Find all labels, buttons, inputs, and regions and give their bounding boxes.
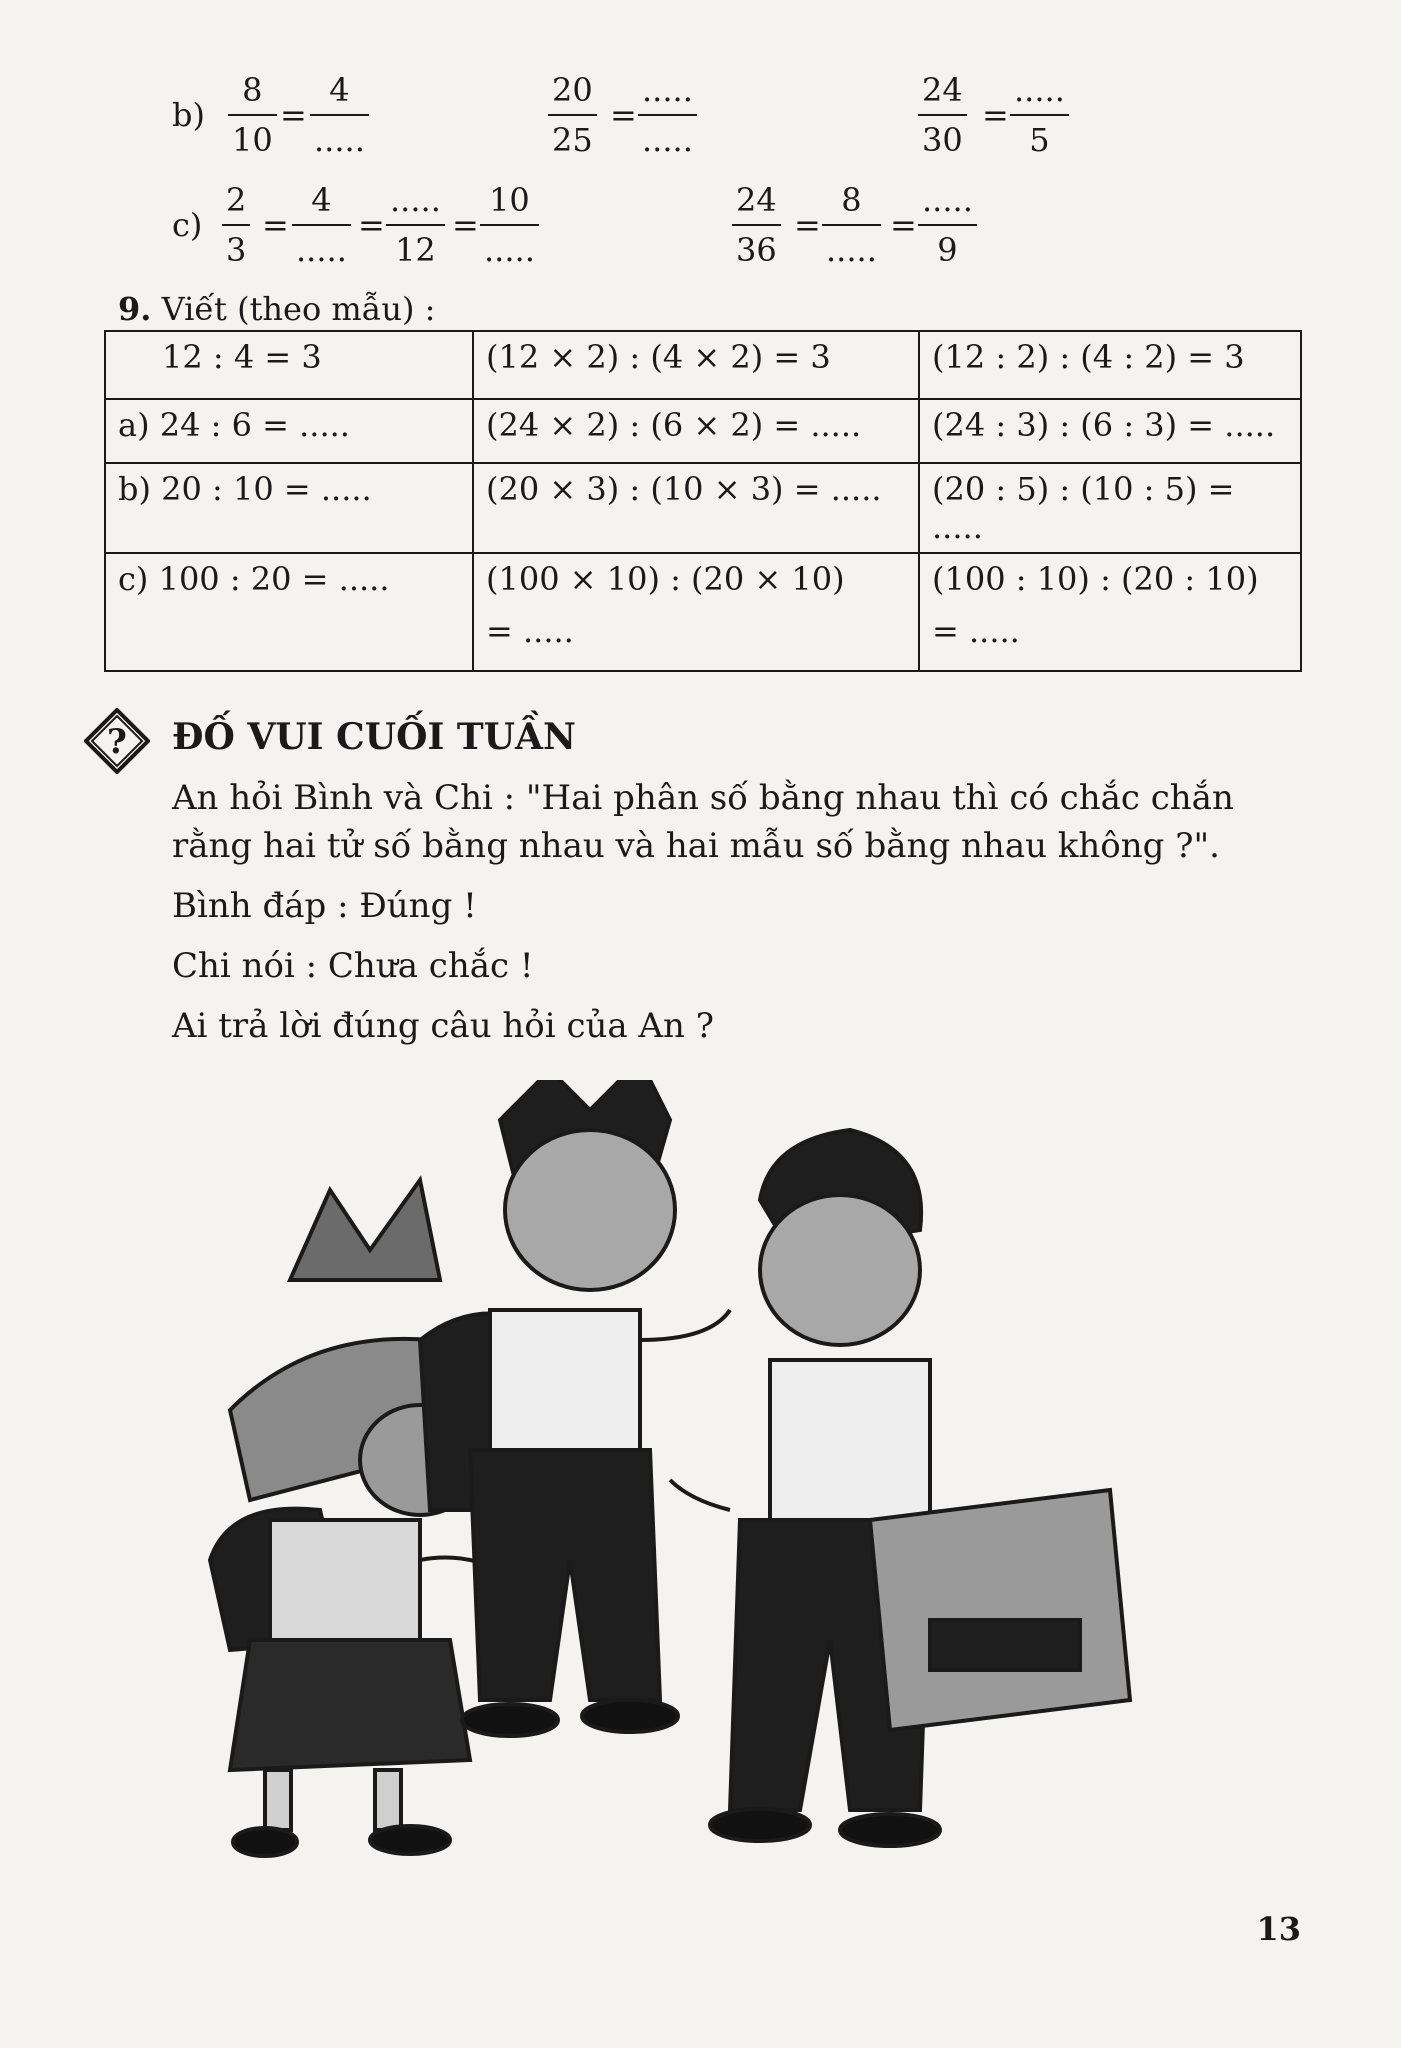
ex8-c-chain1-1: 2 3 [222,180,250,270]
ex8-c-chain1-4: 10 ..... [480,180,539,270]
table-cell: b) 20 : 10 = ..... [105,463,473,553]
ex8-c-label: c) [172,206,203,244]
table-row [105,399,1301,463]
quiz-line-5: Ai trả lời đúng câu hỏi của An ? [172,1006,714,1046]
table-cell: (20 : 5) : (10 : 5) = ..... [919,463,1301,553]
table-cell: (12 : 2) : (4 : 2) = 3 [919,331,1301,399]
cell-line: (100 : 10) : (20 : 10) [932,560,1259,598]
question-diamond-icon [84,708,150,774]
ex8-b-f2-rhs: ..... ..... [638,70,697,160]
quiz-title: ĐỐ VUI CUỐI TUẦN [172,716,576,758]
table-cell [473,553,919,671]
ex8-b-f1-lhs: 8 10 [228,70,277,160]
ex8-c-chain2-3: ..... 9 [918,180,977,270]
table-cell: (20 × 3) : (10 × 3) = ..... [473,463,919,553]
eq-sign: = [610,96,637,134]
quiz-line-1: An hỏi Bình và Chi : "Hai phân số bằng nhau thì có chắc chắn [172,778,1234,818]
ex8-c-chain2-1: 24 36 [732,180,781,270]
table-cell: 12 : 4 = 3 [105,331,473,399]
table-row [105,331,1301,399]
ex9-title: Viết (theo mẫu) : [161,290,436,328]
ex9-number: 9. [118,290,152,328]
eq-sign: = [262,206,289,244]
eq-sign: = [890,206,917,244]
table-cell: (12 × 2) : (4 × 2) = 3 [473,331,919,399]
ex8-b-f2-lhs: 20 25 [548,70,597,160]
boy-middle-figure [420,1080,730,1736]
table-row [105,463,1301,553]
eq-sign: = [794,206,821,244]
children-illustration [170,1080,1250,1880]
table-cell: a) 24 : 6 = ..... [105,399,473,463]
quiz-line-2: rằng hai tử số bằng nhau và hai mẫu số bằng nhau không ?". [172,826,1220,866]
ex8-b-f3-rhs: ..... 5 [1010,70,1069,160]
boy-right-figure [670,1130,1130,1846]
eq-sign: = [358,206,385,244]
cell-line: (100 × 10) : (20 × 10) [486,560,845,598]
svg-text:?: ? [107,722,127,762]
ex8-b-f3-lhs: 24 30 [918,70,967,160]
ex8-c-chain1-3: ..... 12 [386,180,445,270]
table-row [105,553,1301,671]
ex8-b-label: b) [172,96,205,134]
eq-sign: = [280,96,307,134]
quiz-line-3: Bình đáp : Đúng ! [172,886,477,926]
table-cell: c) 100 : 20 = ..... [105,553,473,671]
eq-sign: = [452,206,479,244]
table-cell: (24 × 2) : (6 × 2) = ..... [473,399,919,463]
table-cell: (24 : 3) : (6 : 3) = ..... [919,399,1301,463]
cell-line: = ..... [932,612,1020,650]
eq-sign: = [982,96,1009,134]
cell-line: = ..... [486,612,574,650]
ex8-c-chain2-2: 8 ..... [822,180,881,270]
quiz-line-4: Chi nói : Chưa chắc ! [172,946,534,986]
ex9-table [104,330,1302,672]
table-cell [919,553,1301,671]
ex8-b-f1-rhs: 4 ..... [310,70,369,160]
page-number: 13 [1256,1910,1301,1948]
ex8-c-chain1-2: 4 ..... [292,180,351,270]
ex9-heading [118,290,435,328]
